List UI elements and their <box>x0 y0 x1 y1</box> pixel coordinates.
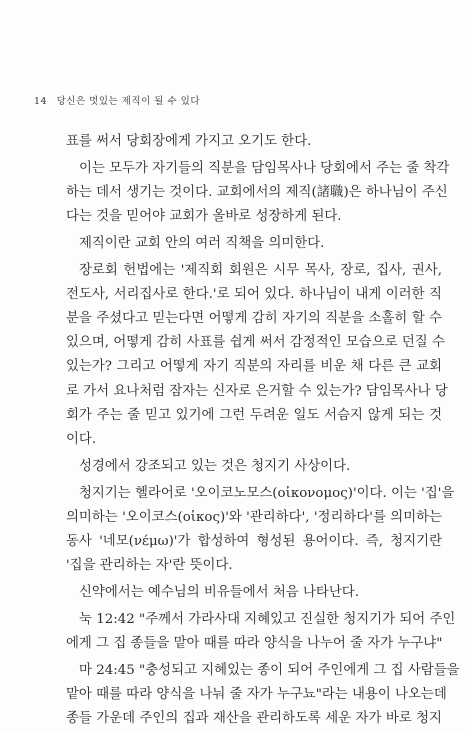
text-line: 다는 것을 믿어야 교회가 올바로 성장하게 된다. <box>66 209 342 225</box>
paragraph <box>66 157 450 230</box>
paragraph <box>66 581 442 605</box>
text-line: 있는가? 그리고 어떻게 자기 직분의 자리를 비운 채 다른 큰 교회 <box>66 359 442 375</box>
page-number: 14 <box>34 96 48 107</box>
paragraph <box>66 455 442 479</box>
text-line: 표를 써서 당회장에게 가지고 오기도 한다. <box>66 134 312 149</box>
text-line: 성경에서 강조되고 있는 것은 청지기 사상이다. <box>79 458 351 474</box>
text-line: 제직이란 교회 안의 여러 직책을 의미한다. <box>79 235 325 251</box>
text-line: 이는 모두가 자기들의 직분을 담임목사나 당회에서 주는 줄 착각 <box>79 160 450 176</box>
text-line: 신약에서는 예수님의 비유들에서 처음 나타난다. <box>79 584 359 600</box>
running-header <box>34 93 200 107</box>
text-line: 로 가서 요나처럼 잠자는 신자로 은거할 수 있는가? 담임목사나 당 <box>66 383 448 399</box>
paragraph <box>66 130 442 154</box>
body-text <box>66 130 460 731</box>
running-title: 당신은 멋있는 제직이 될 수 있다 <box>56 96 201 107</box>
text-line: 하는 데서 생기는 것이다. 교회에서의 제직(諸職)은 하나님이 주신 <box>66 184 448 200</box>
text-line: 전도사, 서리집사로 한다.'로 되어 있다. 하나님이 내게 이러한 직 <box>66 286 442 302</box>
paragraph <box>66 232 442 256</box>
text-line: 에게 그 집 종들을 맡아 때를 따라 양식을 나누어 줄 자가 누구냐" <box>66 635 443 651</box>
text-line: 의미하는 '오이코스(οἰκος)'와 '관리하다', '정리하다'를 의미하는 <box>66 509 442 525</box>
text-line: 있으며, 어떻게 감히 사표를 쉽게 써서 감정적인 모습으로 던질 수 <box>66 335 445 351</box>
text-line: '집을 관리하는 자'란 뜻이다. <box>66 558 233 574</box>
text-line: 종들 가운데 주인의 집과 재산을 관리하도록 세운 자가 바로 청지 <box>66 711 442 727</box>
paragraph <box>66 659 460 731</box>
text-line: 회가 주는 줄 믿고 있기에 그런 두려운 일도 서슴지 않게 되는 것 <box>66 407 442 423</box>
text-line: 동사 '네모(νέμω)'가 합성하여 형성된 용어이다. 즉, 청지기란 <box>66 533 442 549</box>
paragraph <box>66 259 448 453</box>
text-line: 마 24:45 "충성되고 지혜있는 종이 되어 주인에게 그 집 사람들을 <box>79 662 460 678</box>
text-line: 장로회 헌법에는 '제직회 회원은 시무 목사, 장로, 집사, 권사, <box>79 262 442 278</box>
text-line: 이다. <box>66 432 97 448</box>
paragraph <box>66 608 456 656</box>
text-line: 청지기는 헬라어로 '오이코노모스(οἰκονομος)'이다. 이는 '집'을 <box>79 485 455 501</box>
text-line: 눅 12:42 "주께서 가라사대 지혜있고 진실한 청지기가 되어 주인 <box>79 611 456 627</box>
text-line: 분을 주셨다고 믿는다면 어떻게 감히 자기의 직분을 소홀히 할 수 <box>66 311 442 327</box>
text-line: 맡아 때를 따라 양식을 나눠 줄 자가 누구뇨"라는 내용이 나오는데 <box>66 686 447 702</box>
paragraph <box>66 482 455 579</box>
